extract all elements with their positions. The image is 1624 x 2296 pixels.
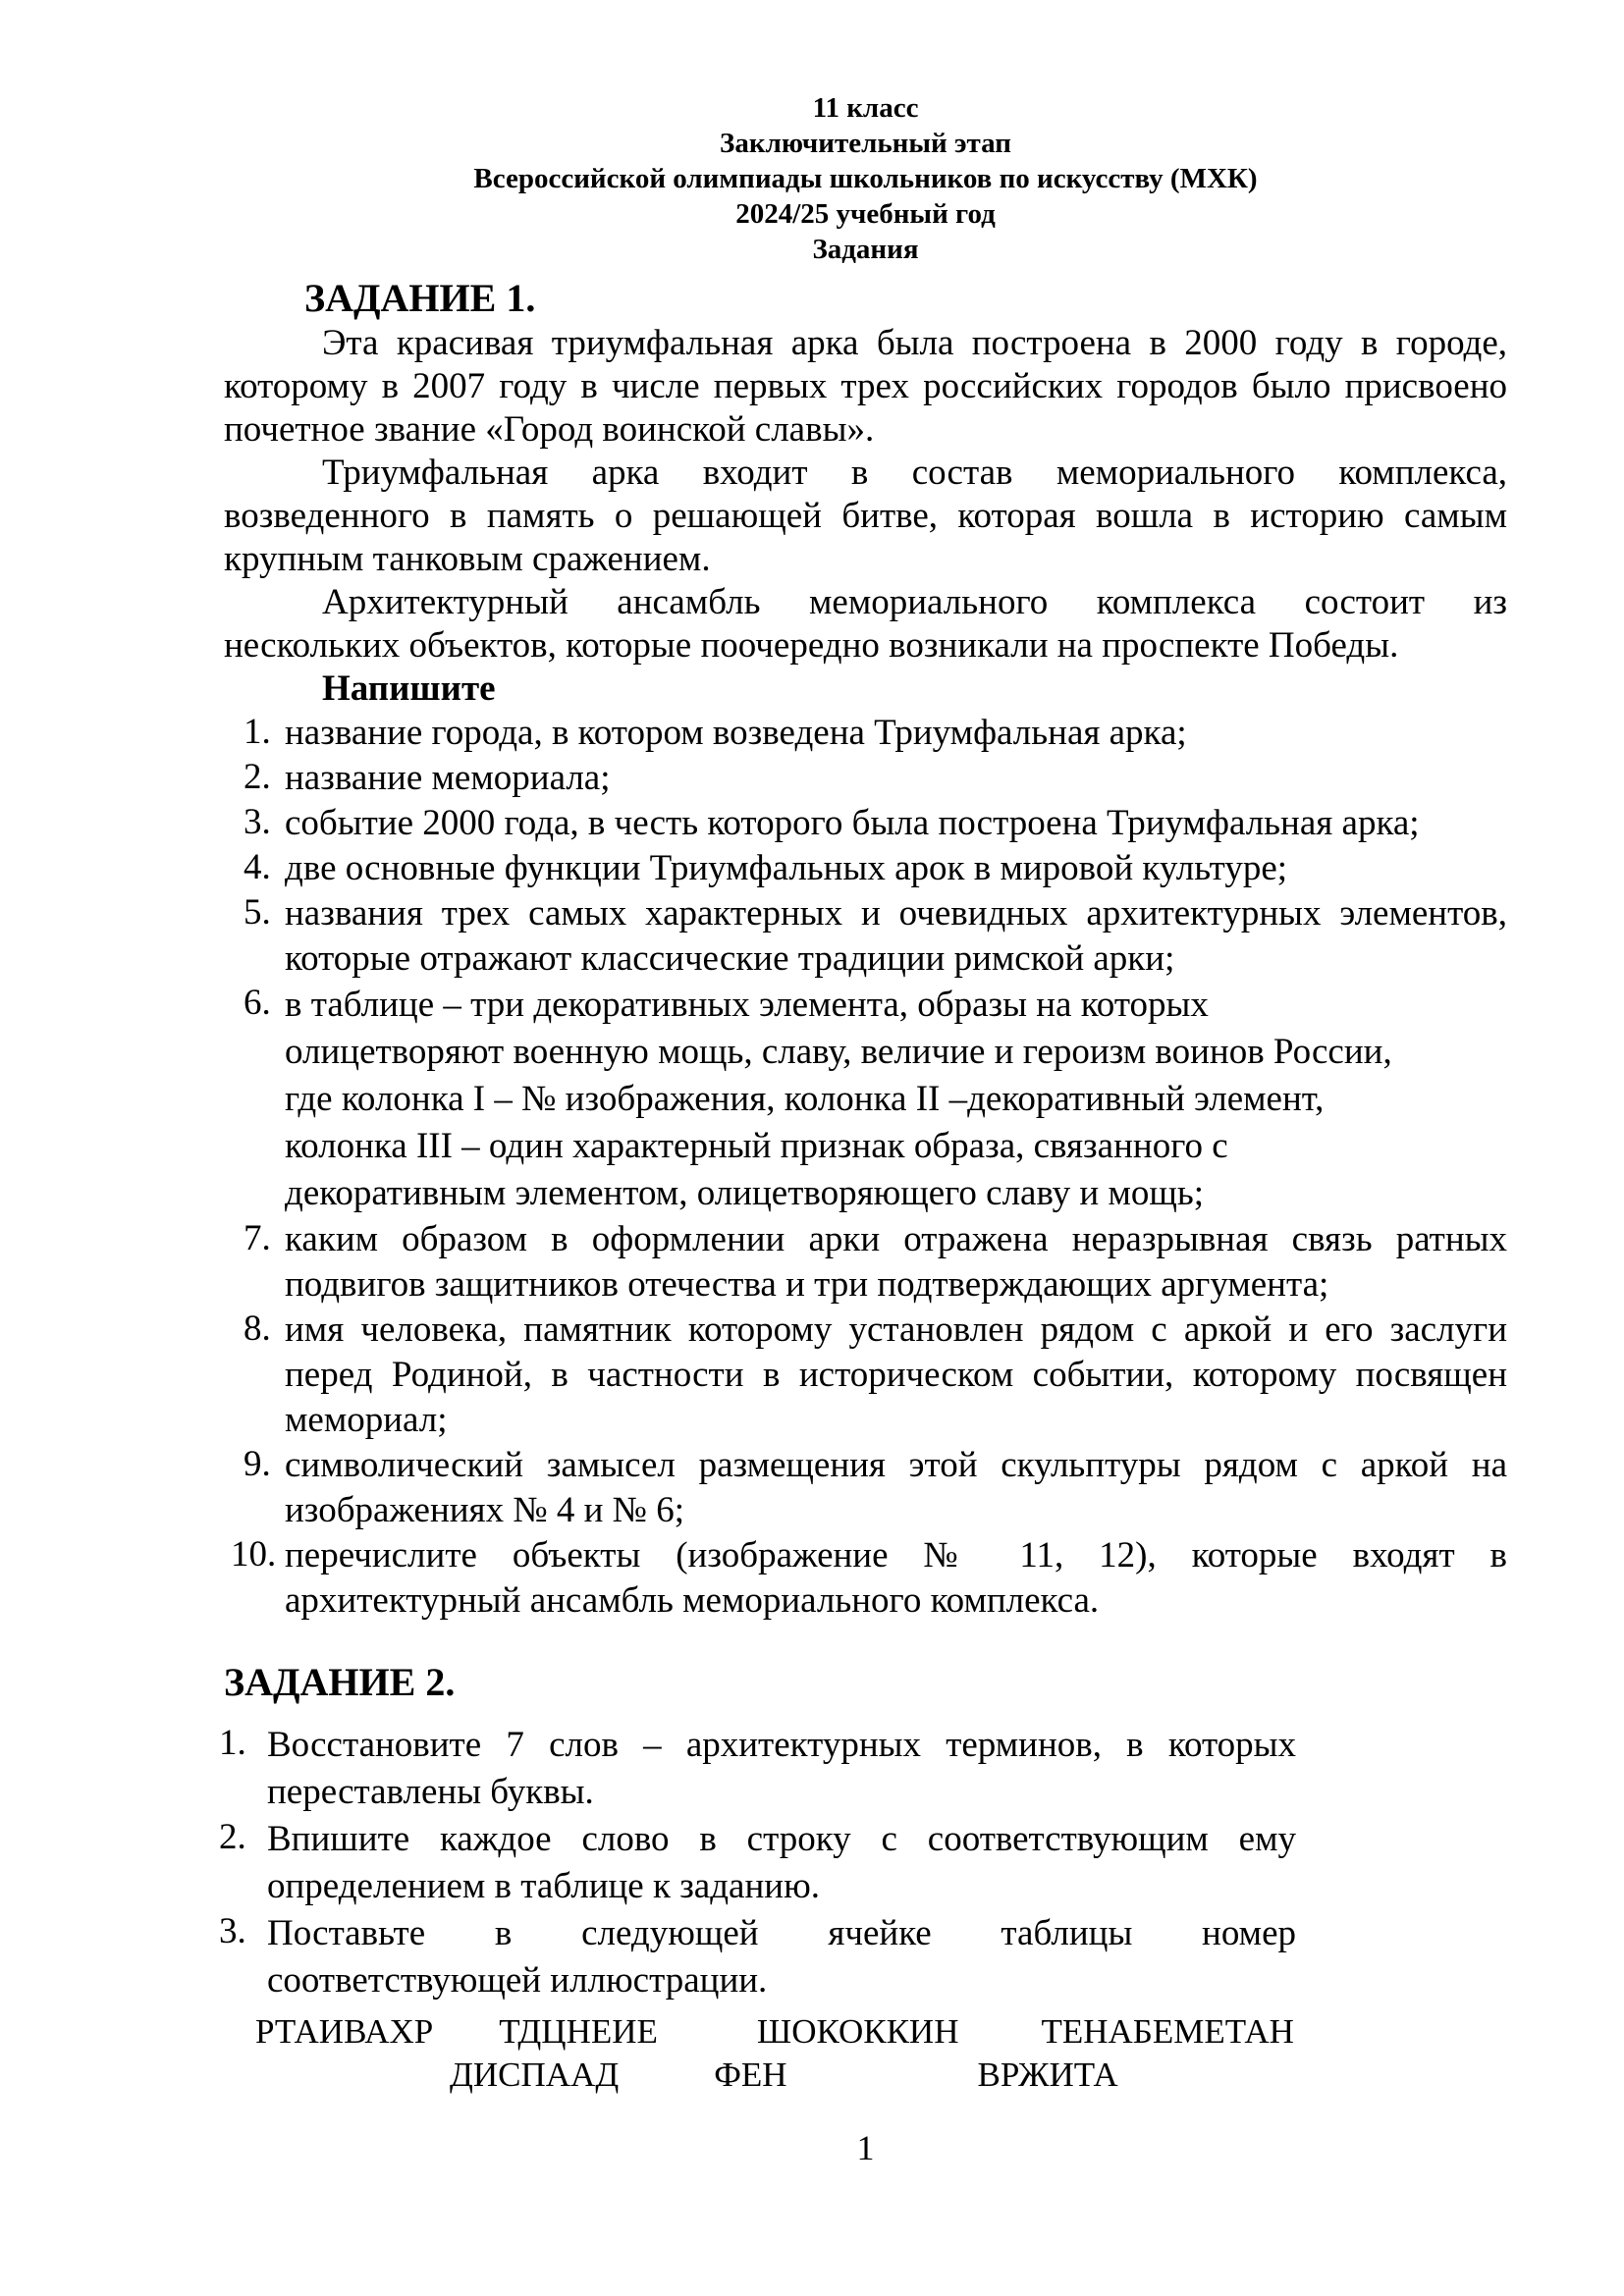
item-line: олицетворяют военную мощь, славу, величие и героизм воинов России,: [285, 1032, 1392, 1072]
item-number: 3.: [219, 1911, 246, 1951]
scrambled-word: ТЕНАБЕМЕТАН: [1041, 2012, 1294, 2051]
task2-item-2: [219, 1816, 1296, 1910]
item-line: перед Родиной, в частности в историческом событии, которому посвящен: [285, 1355, 1507, 1395]
item-line: переставлены буквы.: [267, 1772, 594, 1812]
scrambled-word: ФЕН: [714, 2056, 787, 2094]
item-line: где колонка I – № изображения, колонка II –декоративный элемент,: [285, 1079, 1325, 1119]
scrambled-words-row-1: [224, 2010, 1507, 2054]
item-number: 1.: [219, 1723, 246, 1763]
list-item-4: [224, 846, 1507, 891]
item-line: каким образом в оформлении арки отражена неразрывная связь ратных: [285, 1219, 1507, 1259]
write-heading: Напишите: [322, 668, 496, 709]
item-line: две основные функции Триумфальных арок в мировой культуре;: [285, 848, 1288, 888]
header-line-grade: 11 класс: [812, 92, 919, 124]
scrambled-word: ВРЖИТА: [977, 2056, 1118, 2094]
item-line: название города, в котором возведена Триумфальная арка;: [285, 713, 1187, 753]
scrambled-word: РТАИВАХР: [255, 2012, 434, 2051]
task2-item-1: [219, 1722, 1296, 1816]
scrambled-word: ТДЦНЕИЕ: [499, 2012, 658, 2051]
item-number: 3.: [244, 802, 271, 842]
item-line: Восстановите 7 слов – архитектурных терминов, в которых: [267, 1725, 1296, 1765]
scrambled-words: [224, 2010, 1507, 2097]
item-number: 2.: [219, 1817, 246, 1857]
header-line-stage: Заключительный этап: [720, 128, 1011, 159]
item-line: которые отражают классические традиции римской арки;: [285, 938, 1175, 979]
paragraph-line: почетное звание «Город воинской славы».: [224, 409, 875, 450]
item-line: определением в таблице к заданию.: [267, 1866, 820, 1906]
item-number: 9.: [244, 1444, 271, 1484]
item-number: 7.: [244, 1218, 271, 1258]
item-line: название мемориала;: [285, 758, 611, 798]
item-line: соответствующей иллюстрации.: [267, 1960, 768, 2001]
item-line: декоративным элементом, олицетворяющего славу и мощь;: [285, 1173, 1205, 1213]
document-header: [224, 90, 1507, 267]
scrambled-word: ШОКОККИН: [756, 2012, 959, 2051]
item-line: подвигов защитников отечества и три подтверждающих аргумента;: [285, 1264, 1329, 1305]
list-item-10: [224, 1533, 1507, 1624]
item-line: имя человека, памятник которому установлен рядом с аркой и его заслуги: [285, 1309, 1507, 1350]
paragraph-line: Триумфальная арка входит в состав мемориального комплекса,: [322, 453, 1507, 493]
scrambled-word: ДИСПААД: [450, 2056, 620, 2094]
item-number: 1.: [244, 712, 271, 752]
item-number: 10.: [231, 1534, 277, 1575]
scrambled-words-row-2: [224, 2054, 1507, 2097]
page-number: 1: [856, 2128, 875, 2167]
paragraph-line: которому в 2007 году в числе первых трех российских городов было присвоено: [224, 366, 1507, 406]
list-item-6: [224, 982, 1507, 1217]
item-number: 2.: [244, 757, 271, 797]
list-item-5: [224, 891, 1507, 982]
paragraph-line: Эта красивая триумфальная арка была построена в 2000 году в городе,: [322, 323, 1507, 363]
item-number: 8.: [244, 1308, 271, 1349]
task1-paragraph-3: [224, 581, 1507, 667]
header-line-tasks: Задания: [812, 234, 919, 265]
item-number: 6.: [244, 983, 271, 1023]
list-item-7: [224, 1217, 1507, 1308]
list-item-2: [224, 756, 1507, 801]
item-number: 5.: [244, 892, 271, 933]
item-line: колонка III – один характерный признак образа, связанного с: [285, 1126, 1228, 1166]
paragraph-line: Архитектурный ансамбль мемориального комплекса состоит из: [322, 582, 1507, 622]
item-line: мемориал;: [285, 1400, 448, 1440]
item-line: Впишите каждое слово в строку с соответствующим ему: [267, 1819, 1296, 1859]
item-line: названия трех самых характерных и очевидных архитектурных элементов,: [285, 893, 1507, 934]
item-line: архитектурный ансамбль мемориального комплекса.: [285, 1580, 1100, 1621]
item-number: 4.: [244, 847, 271, 887]
task2-list: [219, 1722, 1507, 2004]
item-line: перечислите объекты (изображение № 11, 12), которые входят в: [285, 1535, 1507, 1575]
list-item-1: [224, 711, 1507, 756]
header-line-olympiad: Всероссийской олимпиады школьников по искусству (МХК): [473, 163, 1258, 194]
task2-title: ЗАДАНИЕ 2.: [224, 1660, 456, 1704]
item-line: символический замысел размещения этой скульптуры рядом с аркой на: [285, 1445, 1507, 1485]
item-line: Поставьте в следующей ячейке таблицы номер: [267, 1913, 1296, 1953]
list-item-9: [224, 1443, 1507, 1533]
item-line: изображениях № 4 и № 6;: [285, 1490, 684, 1530]
list-item-8: [224, 1308, 1507, 1443]
task1-paragraph-2: [224, 452, 1507, 581]
paragraph-line: нескольких объектов, которые поочередно возникали на проспекте Победы.: [224, 625, 1399, 666]
paragraph-line: возведенного в память о решающей битве, которая вошла в историю самым: [224, 496, 1507, 536]
item-line: в таблице – три декоративных элемента, образы на которых: [285, 985, 1209, 1025]
paragraph-line: крупным танковым сражением.: [224, 539, 711, 579]
task2-item-3: [219, 1910, 1296, 2004]
item-line: событие 2000 года, в честь которого была построена Триумфальная арка;: [285, 803, 1420, 843]
task1-paragraph-1: [224, 322, 1507, 452]
task1-title: ЗАДАНИЕ 1.: [304, 276, 536, 320]
list-item-3: [224, 801, 1507, 846]
task1-list: [224, 711, 1507, 1624]
header-line-year: 2024/25 учебный год: [735, 198, 996, 230]
